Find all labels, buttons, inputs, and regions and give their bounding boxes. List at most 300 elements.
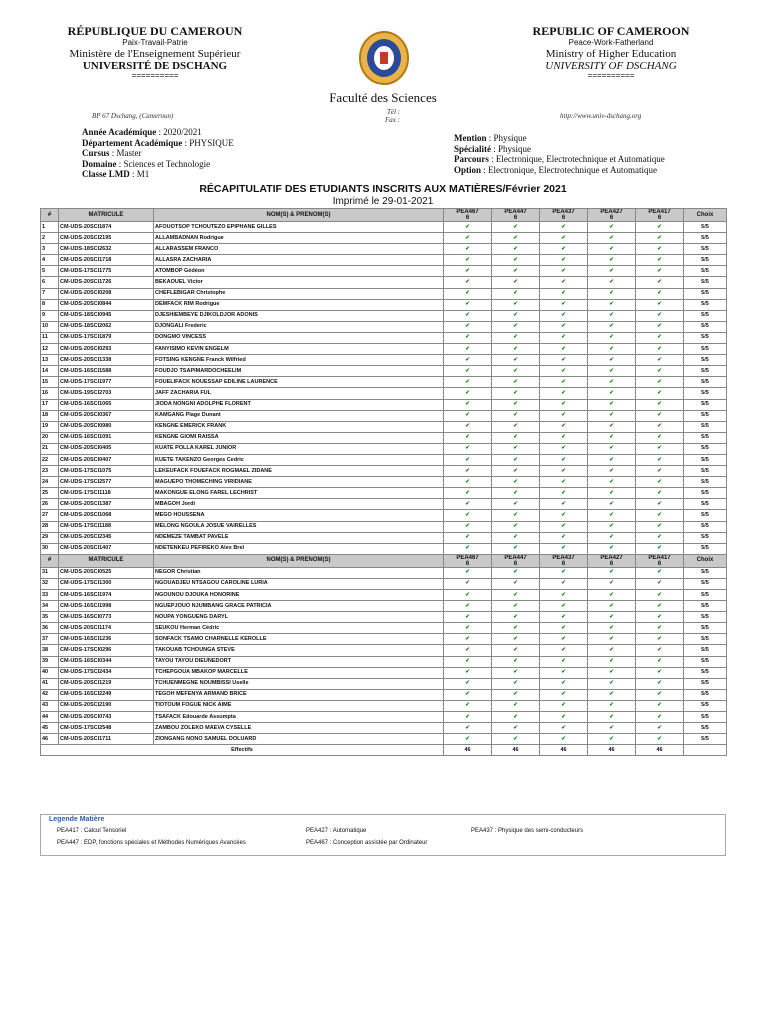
check-icon: ✔ [636, 700, 684, 711]
check-icon: ✔ [444, 255, 492, 266]
row-name: FOUELIFACK NOUESSAP EDILINE LAURENCE [154, 377, 444, 388]
row-number: 12 [41, 344, 59, 355]
check-icon: ✔ [588, 443, 636, 454]
check-icon: ✔ [588, 421, 636, 432]
check-icon: ✔ [540, 612, 588, 623]
row-name: KUETE TAKENZO Georges Cedric [154, 454, 444, 465]
check-icon: ✔ [636, 689, 684, 700]
table-row [41, 377, 727, 388]
check-icon: ✔ [540, 266, 588, 277]
row-matricule: CM-UDS-16SCI1974 [59, 590, 154, 601]
check-icon: ✔ [540, 421, 588, 432]
row-number: 37 [41, 634, 59, 645]
row-name: JAFF ZACHARIA FUL [154, 388, 444, 399]
check-icon: ✔ [636, 321, 684, 332]
check-icon: ✔ [636, 477, 684, 488]
row-number: 21 [41, 443, 59, 454]
check-icon: ✔ [444, 244, 492, 255]
separator-left: ========== [131, 71, 179, 80]
legend-item: PEA417 : Calcul Tensoriel [57, 828, 127, 834]
check-icon: ✔ [444, 432, 492, 443]
table-row [41, 689, 727, 700]
check-icon: ✔ [636, 510, 684, 521]
check-icon: ✔ [444, 532, 492, 543]
table-header-row [41, 554, 727, 567]
website: http://www.univ-dschang.org [560, 112, 642, 120]
row-number: 38 [41, 645, 59, 656]
check-icon: ✔ [492, 510, 540, 521]
row-name: TEGOH MEFENYA ARMAND BRICE [154, 689, 444, 700]
check-icon: ✔ [588, 299, 636, 310]
document-title: RÉCAPITULATIF DES ETUDIANTS INSCRITS AUX MATIÈRES/Février 2021 [199, 183, 567, 195]
check-icon: ✔ [492, 532, 540, 543]
check-icon: ✔ [444, 634, 492, 645]
row-name: MBAGOH Jordi [154, 499, 444, 510]
mention-label: Mention [454, 133, 487, 143]
col-course-header [636, 554, 684, 567]
check-icon: ✔ [444, 578, 492, 589]
row-choix: 5/5 [684, 344, 727, 355]
header-left [40, 24, 270, 80]
col-choix-header: Choix [684, 554, 727, 567]
check-icon: ✔ [540, 399, 588, 410]
check-icon: ✔ [636, 466, 684, 477]
check-icon: ✔ [588, 477, 636, 488]
check-icon: ✔ [588, 578, 636, 589]
course-code: PEA427 [600, 209, 623, 215]
faculty-name: Faculté des Sciences [329, 90, 437, 105]
check-icon: ✔ [588, 321, 636, 332]
check-icon: ✔ [444, 723, 492, 734]
table-row [41, 667, 727, 678]
check-icon: ✔ [540, 477, 588, 488]
row-name: MEGO HOUSSENA [154, 510, 444, 521]
check-icon: ✔ [636, 310, 684, 321]
row-choix: 5/5 [684, 712, 727, 723]
row-choix: 5/5 [684, 321, 727, 332]
row-choix: 5/5 [684, 355, 727, 366]
check-icon: ✔ [588, 310, 636, 321]
check-icon: ✔ [636, 266, 684, 277]
check-icon: ✔ [444, 443, 492, 454]
check-icon: ✔ [492, 388, 540, 399]
check-icon: ✔ [492, 567, 540, 578]
col-course-header [492, 554, 540, 567]
row-matricule: CM-UDS-16SCI0344 [59, 656, 154, 667]
table-row [41, 454, 727, 465]
check-icon: ✔ [540, 410, 588, 421]
check-icon: ✔ [636, 344, 684, 355]
check-icon: ✔ [636, 277, 684, 288]
table-row [41, 645, 727, 656]
row-number: 44 [41, 712, 59, 723]
row-matricule: CM-UDS-20SCI0208 [59, 288, 154, 299]
table-row [41, 499, 727, 510]
col-name-header: NOM(S) & PRENOM(S) [154, 209, 444, 222]
row-matricule: CM-UDS-20SCI0980 [59, 421, 154, 432]
row-name: NDEMEZE TAMBAT PAVELE [154, 532, 444, 543]
row-number: 45 [41, 723, 59, 734]
check-icon: ✔ [492, 678, 540, 689]
row-matricule: CM-UDS-16SCI1091 [59, 432, 154, 443]
row-name: JIODA NONGNI ADOLPHE FLORENT [154, 399, 444, 410]
check-icon: ✔ [540, 623, 588, 634]
row-choix: 5/5 [684, 377, 727, 388]
check-icon: ✔ [588, 667, 636, 678]
check-icon: ✔ [588, 332, 636, 343]
specialite-value: : Physique [493, 143, 532, 154]
table-row [41, 466, 727, 477]
col-course-header [492, 209, 540, 222]
row-number: 15 [41, 377, 59, 388]
table-row [41, 634, 727, 645]
row-matricule: CM-UDS-17SCI0296 [59, 645, 154, 656]
check-icon: ✔ [588, 645, 636, 656]
check-icon: ✔ [492, 399, 540, 410]
effectif-count: 46 [636, 745, 684, 756]
check-icon: ✔ [444, 466, 492, 477]
check-icon: ✔ [444, 623, 492, 634]
check-icon: ✔ [444, 421, 492, 432]
table-row [41, 510, 727, 521]
col-matricule-header: MATRICULE [59, 554, 154, 567]
check-icon: ✔ [636, 543, 684, 554]
check-icon: ✔ [444, 590, 492, 601]
check-icon: ✔ [540, 601, 588, 612]
row-name: SONFACK TSAMO CHARNELLE KEROLLE [154, 634, 444, 645]
ministry-fr: Ministère de l'Enseignement Supérieur [69, 48, 241, 60]
check-icon: ✔ [588, 488, 636, 499]
table-row [41, 277, 727, 288]
check-icon: ✔ [444, 355, 492, 366]
row-choix: 5/5 [684, 612, 727, 623]
row-name: KUATE POLLA KAREL JUNIOR [154, 443, 444, 454]
check-icon: ✔ [444, 410, 492, 421]
row-number: 42 [41, 689, 59, 700]
row-matricule: CM-UDS-16SCI1588 [59, 366, 154, 377]
row-name: MAGUEPO THOMECHING VIRIDIANE [154, 477, 444, 488]
check-icon: ✔ [540, 734, 588, 745]
check-icon: ✔ [636, 532, 684, 543]
check-icon: ✔ [492, 299, 540, 310]
check-icon: ✔ [636, 521, 684, 532]
postal-address: BP 67 Dschang, (Cameroun) [92, 112, 174, 120]
check-icon: ✔ [636, 567, 684, 578]
row-choix: 5/5 [684, 667, 727, 678]
ministry-en: Ministry of Higher Education [545, 48, 677, 60]
check-icon: ✔ [636, 388, 684, 399]
table-row [41, 734, 727, 745]
specialite-label: Spécialité [454, 143, 491, 154]
check-icon: ✔ [492, 355, 540, 366]
row-matricule: CM-UDS-20SCI1711 [59, 734, 154, 745]
check-icon: ✔ [492, 656, 540, 667]
row-number: 19 [41, 421, 59, 432]
col-course-header [444, 554, 492, 567]
table-row [41, 222, 727, 233]
row-number: 13 [41, 355, 59, 366]
check-icon: ✔ [636, 723, 684, 734]
check-icon: ✔ [492, 255, 540, 266]
row-matricule: CM-UDS-17SCI1977 [59, 377, 154, 388]
check-icon: ✔ [444, 310, 492, 321]
row-choix: 5/5 [684, 578, 727, 589]
row-number: 41 [41, 678, 59, 689]
row-number: 29 [41, 532, 59, 543]
check-icon: ✔ [540, 510, 588, 521]
check-icon: ✔ [588, 288, 636, 299]
check-icon: ✔ [492, 734, 540, 745]
course-credits: 6 [465, 560, 470, 567]
row-number: 18 [41, 410, 59, 421]
check-icon: ✔ [540, 454, 588, 465]
check-icon: ✔ [444, 656, 492, 667]
row-name: DEMFACK RIM Rodrigue [154, 299, 444, 310]
table-row [41, 590, 727, 601]
check-icon: ✔ [444, 499, 492, 510]
check-icon: ✔ [444, 689, 492, 700]
check-icon: ✔ [444, 332, 492, 343]
classe-value: : M1 [132, 169, 150, 179]
row-choix: 5/5 [684, 521, 727, 532]
check-icon: ✔ [636, 612, 684, 623]
row-choix: 5/5 [684, 388, 727, 399]
check-icon: ✔ [588, 266, 636, 277]
table-header-row [41, 209, 727, 222]
table-row [41, 543, 727, 554]
table-row [41, 678, 727, 689]
check-icon: ✔ [540, 233, 588, 244]
check-icon: ✔ [588, 590, 636, 601]
row-matricule: CM-UDS-17SCI2577 [59, 477, 154, 488]
col-matricule-header: MATRICULE [59, 209, 154, 222]
check-icon: ✔ [540, 532, 588, 543]
row-number: 33 [41, 590, 59, 601]
row-choix: 5/5 [684, 266, 727, 277]
check-icon: ✔ [492, 623, 540, 634]
table-row [41, 712, 727, 723]
row-choix: 5/5 [684, 443, 727, 454]
check-icon: ✔ [492, 410, 540, 421]
row-matricule: CM-UDS-16SCI1236 [59, 634, 154, 645]
row-number: 2 [41, 233, 59, 244]
check-icon: ✔ [492, 454, 540, 465]
row-name: ALLARASSEM FRANCO [154, 244, 444, 255]
check-icon: ✔ [636, 355, 684, 366]
check-icon: ✔ [492, 488, 540, 499]
row-name: BEKAOUEL Victor [154, 277, 444, 288]
check-icon: ✔ [540, 578, 588, 589]
tel-label: Tél : [386, 108, 400, 116]
row-choix: 5/5 [684, 634, 727, 645]
table-row [41, 578, 727, 589]
course-code: PEA437 [552, 209, 575, 215]
check-icon: ✔ [588, 510, 636, 521]
row-choix: 5/5 [684, 421, 727, 432]
row-choix: 5/5 [684, 678, 727, 689]
check-icon: ✔ [540, 634, 588, 645]
row-choix: 5/5 [684, 432, 727, 443]
classe-label: Classe LMD [82, 169, 130, 179]
table-row [41, 656, 727, 667]
check-icon: ✔ [540, 310, 588, 321]
check-icon: ✔ [492, 377, 540, 388]
row-name: CHEFLEBIGAR Christophe [154, 288, 444, 299]
row-choix: 5/5 [684, 255, 727, 266]
row-number: 6 [41, 277, 59, 288]
row-number: 23 [41, 466, 59, 477]
check-icon: ✔ [492, 310, 540, 321]
check-icon: ✔ [540, 299, 588, 310]
check-icon: ✔ [636, 222, 684, 233]
legend-title: Legende Matière [49, 816, 105, 823]
university-en: UNIVERSITY OF DSCHANG [545, 60, 677, 72]
check-icon: ✔ [636, 667, 684, 678]
row-name: KENGNE GIOMI RAISSA [154, 432, 444, 443]
row-name: DONGMO VINCESS [154, 332, 444, 343]
row-matricule: CM-UDS-19SCI2703 [59, 388, 154, 399]
option-value: : Electronique, Electrotechnique et Automatique [483, 164, 657, 175]
check-icon: ✔ [636, 377, 684, 388]
row-matricule: CM-UDS-20SCI0743 [59, 712, 154, 723]
check-icon: ✔ [444, 601, 492, 612]
table-row [41, 310, 727, 321]
table-row [41, 244, 727, 255]
check-icon: ✔ [492, 667, 540, 678]
check-icon: ✔ [540, 466, 588, 477]
check-icon: ✔ [444, 222, 492, 233]
row-matricule: CM-UDS-17SCI2548 [59, 723, 154, 734]
row-choix: 5/5 [684, 288, 727, 299]
row-name: DJONGALI Frederic [154, 321, 444, 332]
print-date: Imprimé le 29-01-2021 [332, 196, 434, 207]
check-icon: ✔ [444, 477, 492, 488]
year-label: Année Académique [82, 127, 157, 137]
check-icon: ✔ [588, 222, 636, 233]
check-icon: ✔ [636, 634, 684, 645]
table-row [41, 288, 727, 299]
check-icon: ✔ [540, 432, 588, 443]
row-number: 30 [41, 543, 59, 554]
check-icon: ✔ [540, 255, 588, 266]
check-icon: ✔ [588, 255, 636, 266]
table-row [41, 532, 727, 543]
check-icon: ✔ [588, 601, 636, 612]
check-icon: ✔ [444, 277, 492, 288]
row-matricule: CM-UDS-20SCI0405 [59, 443, 154, 454]
check-icon: ✔ [492, 477, 540, 488]
check-icon: ✔ [540, 645, 588, 656]
header-right [496, 24, 726, 80]
row-name: ZIONGANG NONO SAMUEL DOLUARD [154, 734, 444, 745]
mention-value: : Physique [488, 133, 527, 143]
row-choix: 5/5 [684, 488, 727, 499]
course-credits: 6 [513, 560, 518, 567]
check-icon: ✔ [492, 723, 540, 734]
table-row [41, 355, 727, 366]
check-icon: ✔ [588, 410, 636, 421]
col-course-header [636, 209, 684, 222]
check-icon: ✔ [492, 321, 540, 332]
legend-item: PEA467 : Conception assistée par Ordinateur [306, 840, 428, 846]
check-icon: ✔ [588, 521, 636, 532]
row-number: 4 [41, 255, 59, 266]
check-icon: ✔ [588, 432, 636, 443]
dept-value: : PHYSIQUE [184, 137, 234, 148]
check-icon: ✔ [588, 678, 636, 689]
check-icon: ✔ [492, 700, 540, 711]
row-choix: 5/5 [684, 499, 727, 510]
check-icon: ✔ [588, 723, 636, 734]
table-row [41, 410, 727, 421]
check-icon: ✔ [636, 244, 684, 255]
row-matricule: CM-UDS-18SCI2062 [59, 321, 154, 332]
check-icon: ✔ [540, 244, 588, 255]
table-row [41, 255, 727, 266]
check-icon: ✔ [588, 366, 636, 377]
row-name: KAMGANG Plage Dunant [154, 410, 444, 421]
check-icon: ✔ [540, 543, 588, 554]
row-matricule: CM-UDS-16SCI1998 [59, 601, 154, 612]
check-icon: ✔ [588, 634, 636, 645]
row-name: TCHUENMEGNE NOUMBISSI Uselle [154, 678, 444, 689]
row-name: NGOUADJEU NTSAGOU CAROLINE LURIA [154, 578, 444, 589]
option-label: Option [454, 164, 482, 175]
check-icon: ✔ [636, 432, 684, 443]
row-choix: 5/5 [684, 601, 727, 612]
row-choix: 5/5 [684, 510, 727, 521]
check-icon: ✔ [444, 567, 492, 578]
check-icon: ✔ [492, 421, 540, 432]
row-choix: 5/5 [684, 277, 727, 288]
row-number: 24 [41, 477, 59, 488]
effectif-count: 46 [540, 745, 588, 756]
check-icon: ✔ [444, 667, 492, 678]
check-icon: ✔ [492, 332, 540, 343]
check-icon: ✔ [588, 734, 636, 745]
tel-fax [370, 108, 400, 124]
parcours-label: Parcours [454, 154, 489, 164]
check-icon: ✔ [636, 233, 684, 244]
check-icon: ✔ [636, 410, 684, 421]
row-name: NDETENKEU PEFIREKO Alex Brel [154, 543, 444, 554]
check-icon: ✔ [492, 499, 540, 510]
col-num-header: # [41, 209, 59, 222]
row-name: TSAFACK Edouarde Assumpta [154, 712, 444, 723]
course-code: PEA467 [456, 554, 479, 561]
table-row [41, 421, 727, 432]
col-name-header: NOM(S) & PRENOM(S) [154, 554, 444, 567]
check-icon: ✔ [540, 288, 588, 299]
check-icon: ✔ [540, 222, 588, 233]
row-number: 40 [41, 667, 59, 678]
check-icon: ✔ [444, 543, 492, 554]
check-icon: ✔ [444, 388, 492, 399]
check-icon: ✔ [588, 532, 636, 543]
effectifs-row [41, 745, 727, 756]
check-icon: ✔ [492, 590, 540, 601]
row-choix: 5/5 [684, 233, 727, 244]
check-icon: ✔ [588, 233, 636, 244]
table-row [41, 521, 727, 532]
motto-fr: Paix-Travail-Patrie [122, 38, 188, 47]
check-icon: ✔ [540, 443, 588, 454]
check-icon: ✔ [588, 623, 636, 634]
effectif-empty [684, 745, 727, 756]
course-credits: 6 [609, 560, 614, 567]
check-icon: ✔ [636, 332, 684, 343]
check-icon: ✔ [540, 723, 588, 734]
